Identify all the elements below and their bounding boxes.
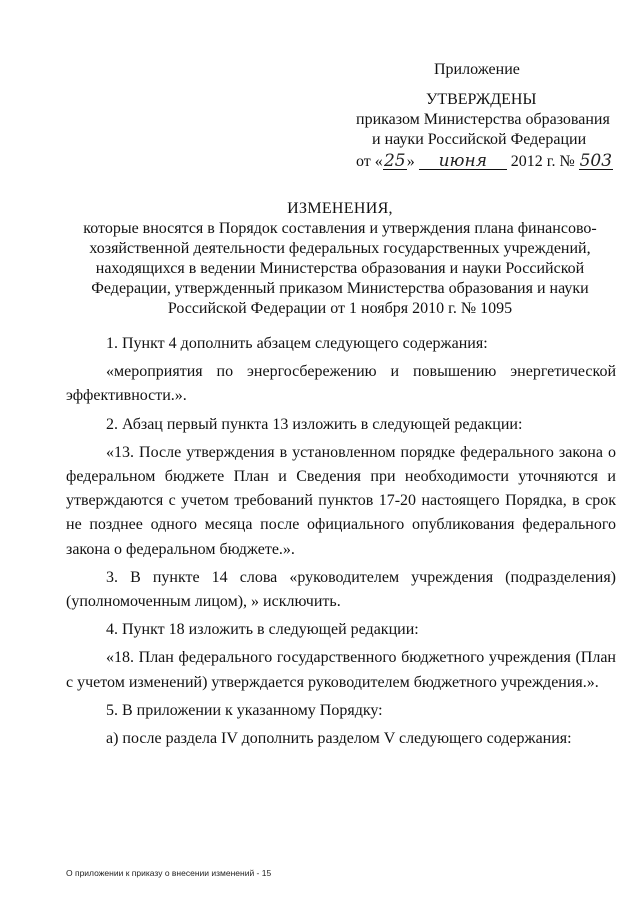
order-line-1: приказом Министерства образования xyxy=(356,111,610,128)
paragraph-7: «18. План федерального государственного бюджетного учреждения (План с учетом изменений) утверждается руководителем бюджетного учреждения.». xyxy=(66,649,616,691)
handwritten-month: июня xyxy=(419,153,507,170)
handwritten-order-number: 503 xyxy=(579,151,613,171)
order-line-2: и науки Российской Федерации xyxy=(372,131,587,148)
paragraph-2: «мероприятия по энергосбережению и повышению энергетической эффективности.». xyxy=(66,363,616,405)
order-date-line xyxy=(356,152,613,172)
document-body xyxy=(66,332,616,751)
date-quote-close: » xyxy=(406,153,415,170)
date-prefix: от « xyxy=(356,153,383,170)
title-line-4: Федерации, утвержденный приказом Министерства образования и науки xyxy=(91,280,589,297)
appendix-label: Приложение xyxy=(434,61,520,78)
paragraph-4: «13. После утверждения в установленном порядке федерального закона о федеральном бюджете План и Сведения при необходимости уточняются и утверждаются с учетом требований пунктов 17-20 настоящего Порядка, в срок не позднее одного месяца после официального опубликования федерального закона о федеральном бюджете.». xyxy=(66,443,616,558)
paragraph-1: 1. Пункт 4 дополнить абзацем следующего содержания: xyxy=(106,335,488,352)
title-line-3: находящихся в ведении Министерства образования и науки Российской xyxy=(95,260,585,277)
approved-heading: УТВЕРЖДЕНЫ xyxy=(426,91,537,108)
page-footer: О приложении к приказу о внесении изменений - 15 xyxy=(66,868,272,878)
title-line-1: которые вносятся в Порядок составления и утверждения плана финансово- xyxy=(83,220,597,237)
title-line-5: Российской Федерации от 1 ноября 2010 г. № 1095 xyxy=(167,300,513,317)
paragraph-5: 3. В пункте 14 слова «руководителем учреждения (подразделения) (уполномоченным лицом), » исключить. xyxy=(66,568,616,611)
paragraph-3: 2. Абзац первый пункта 13 изложить в следующей редакции: xyxy=(106,415,523,433)
paragraph-9: а) после раздела IV дополнить разделом V следующего содержания: xyxy=(106,730,572,748)
title-heading: ИЗМЕНЕНИЯ, xyxy=(287,200,393,217)
paragraph-6: 4. Пункт 18 изложить в следующей редакции: xyxy=(106,621,419,639)
title-line-2: хозяйственной деятельности федеральных государственных учреждений, xyxy=(89,240,591,257)
date-year: 2012 г. № xyxy=(510,153,575,170)
handwritten-day: 25 xyxy=(383,151,406,171)
document-title xyxy=(60,199,620,319)
paragraph-8: 5. В приложении к указанному Порядку: xyxy=(106,701,383,719)
